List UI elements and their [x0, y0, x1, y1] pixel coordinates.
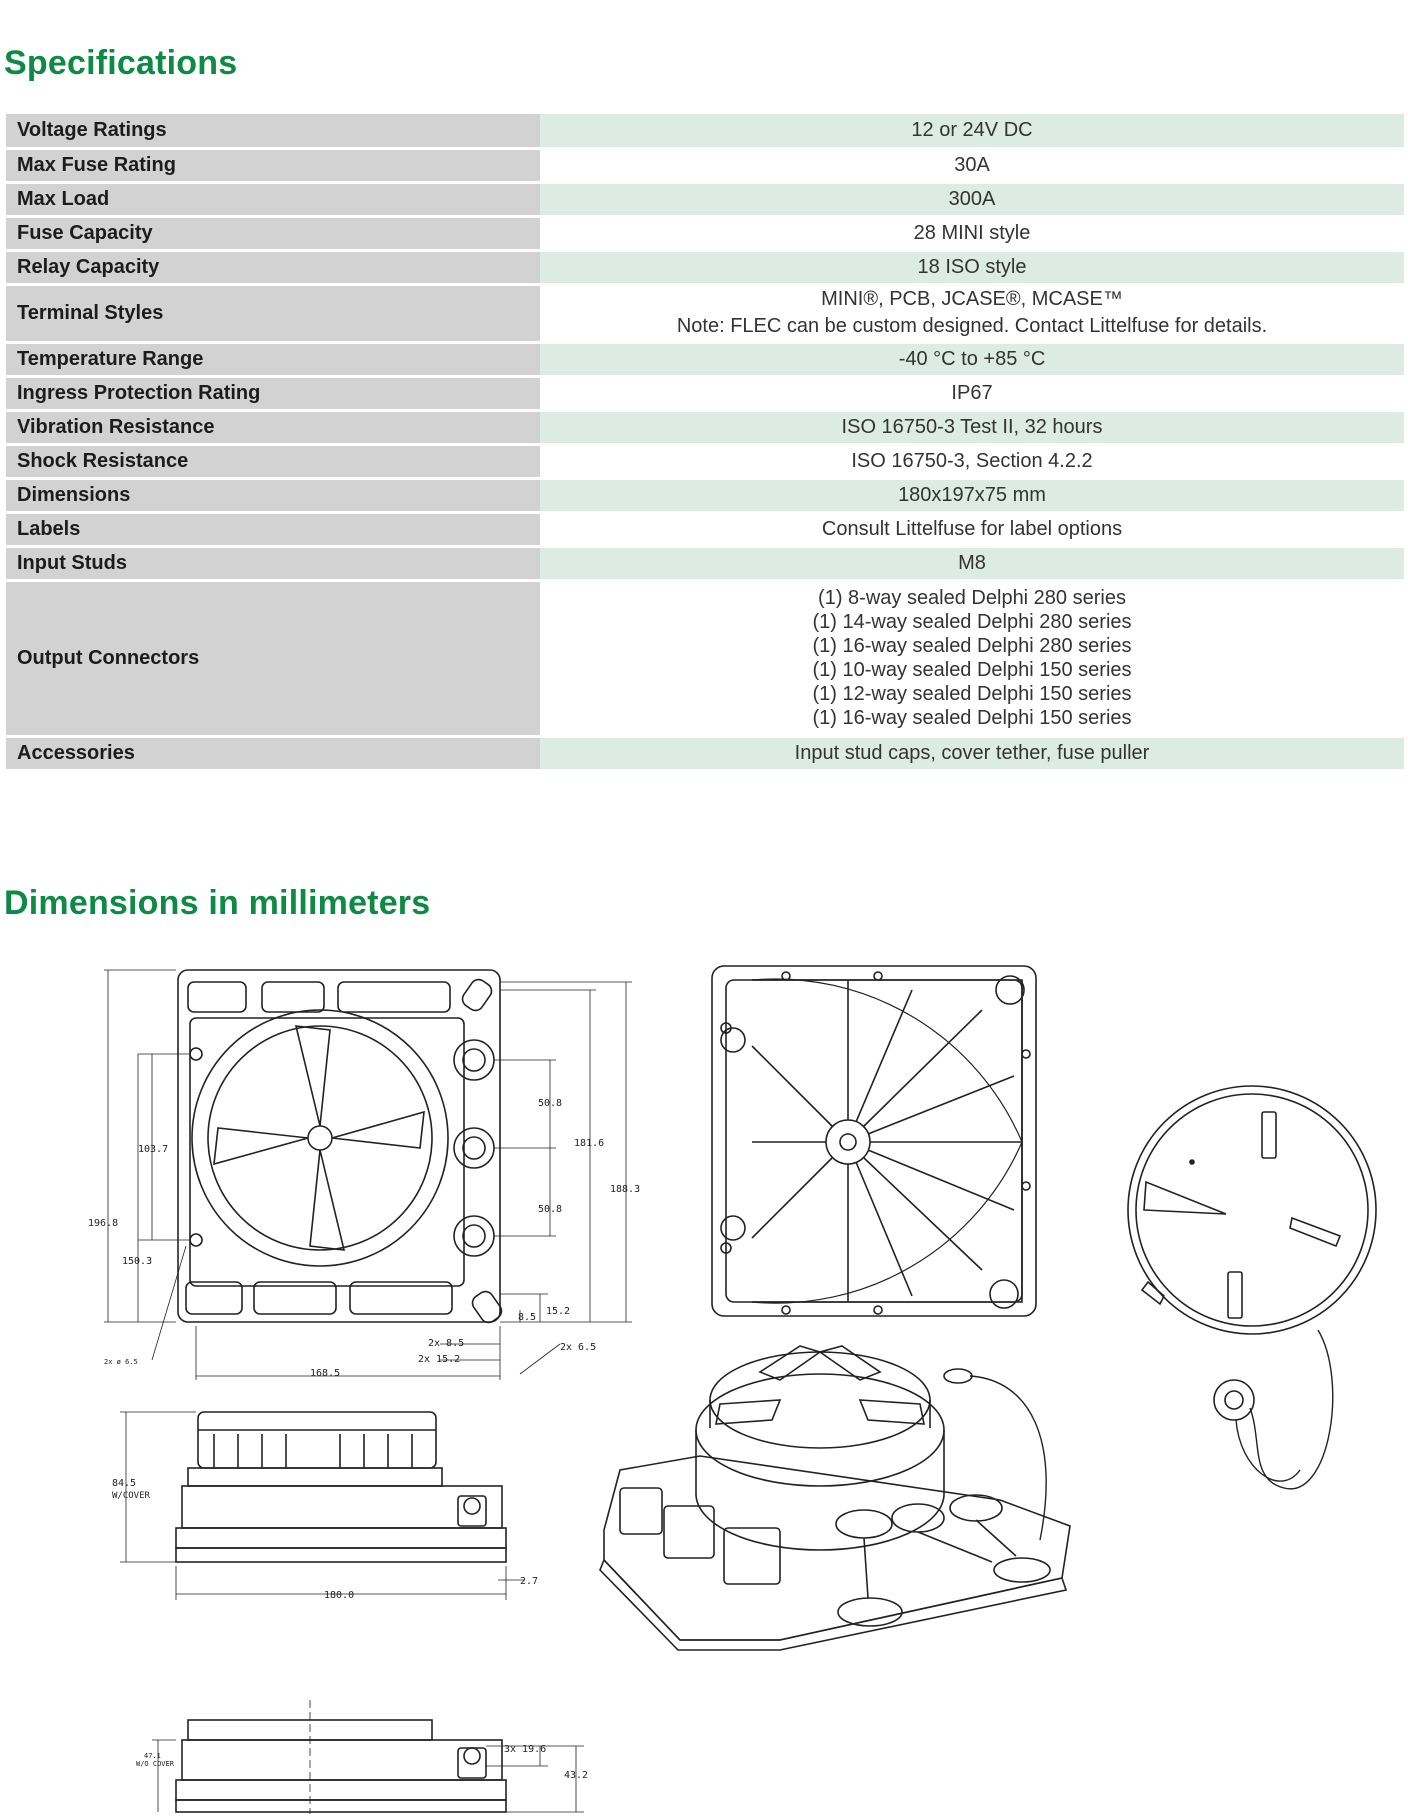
dim-47-1: 47.1 [144, 1752, 161, 1760]
dim-wo-cover: W/O COVER [136, 1760, 174, 1768]
dim-150-3: 150.3 [122, 1256, 153, 1267]
dim-196-8: 196.8 [88, 1218, 119, 1229]
dimensions-heading: Dimensions in millimeters [4, 884, 431, 922]
spec-value-line: (1) 8-way sealed Delphi 280 series [818, 587, 1126, 609]
spec-label: Dimensions [6, 478, 540, 512]
spec-value-line: 12 or 24V DC [911, 118, 1033, 141]
side-view-without-cover-drawing [152, 1700, 584, 1814]
dim-103-7: 103.7 [138, 1144, 169, 1155]
spec-label: Terminal Styles [6, 284, 540, 342]
spec-value-line: 30A [954, 153, 990, 176]
spec-value-line: -40 °C to +85 °C [898, 347, 1046, 370]
dim-w-cover: W/COVER [112, 1491, 150, 1501]
spec-value-line: Consult Littelfuse for label options [821, 517, 1123, 540]
spec-label: Input Studs [6, 546, 540, 580]
spec-value-line: M8 [958, 551, 986, 574]
dim-50-8-bottom: 50.8 [538, 1204, 563, 1215]
dim-2-7: 2.7 [520, 1576, 539, 1587]
spec-label: Labels [6, 512, 540, 546]
dim-188-3: 188.3 [610, 1184, 641, 1195]
specifications-heading: Specifications [4, 44, 238, 82]
spec-label: Max Load [6, 182, 540, 216]
dim-2x-6-5: 2x 6.5 [560, 1342, 597, 1353]
dim-3x-19-6: 3x 19.6 [504, 1744, 547, 1755]
spec-label: Accessories [6, 736, 540, 770]
spec-value-line: (1) 14-way sealed Delphi 280 series [812, 611, 1132, 633]
spec-label: Output Connectors [6, 580, 540, 736]
spec-value-line: (1) 10-way sealed Delphi 150 series [812, 659, 1132, 681]
spec-label: Ingress Protection Rating [6, 376, 540, 410]
top-view-drawing [104, 970, 632, 1380]
dim-2x-8-5: 2x 8.5 [428, 1338, 465, 1349]
isometric-view-drawing [600, 1346, 1070, 1650]
spec-label: Vibration Resistance [6, 410, 540, 444]
dim-2x-15-2: 2x 15.2 [418, 1354, 461, 1365]
dim-180-0: 180.0 [324, 1590, 355, 1601]
spec-label: Shock Resistance [6, 444, 540, 478]
spec-value-line: IP67 [951, 381, 993, 404]
spec-value-line: 28 MINI style [913, 221, 1031, 244]
spec-value-line: ISO 16750-3 Test II, 32 hours [841, 415, 1103, 438]
spec-value-line: Input stud caps, cover tether, fuse puller [794, 741, 1150, 764]
spec-value-line: MINI®, PCB, JCASE®, MCASE™ [821, 288, 1123, 310]
dim-50-8-top: 50.8 [538, 1098, 563, 1109]
spec-label: Relay Capacity [6, 250, 540, 284]
spec-label: Voltage Ratings [6, 114, 540, 148]
spec-label: Temperature Range [6, 342, 540, 376]
spec-value-line: ISO 16750-3, Section 4.2.2 [851, 449, 1093, 472]
spec-value-line: (1) 16-way sealed Delphi 280 series [812, 635, 1132, 657]
cover-top-view-drawing [712, 966, 1036, 1316]
stud-cap-drawing [1128, 1086, 1376, 1489]
spec-label: Max Fuse Rating [6, 148, 540, 182]
dim-8-5: 8.5 [518, 1312, 537, 1323]
spec-value-line: (1) 16-way sealed Delphi 150 series [812, 707, 1132, 729]
spec-value-line: Note: FLEC can be custom designed. Contact Littelfuse for details. [676, 315, 1268, 337]
dim-84-5: 84.5 [112, 1478, 137, 1489]
dim-43-2: 43.2 [564, 1770, 589, 1781]
dim-181-6: 181.6 [574, 1138, 605, 1149]
side-view-with-cover-drawing [120, 1412, 524, 1600]
spec-value-line: 18 ISO style [917, 255, 1027, 278]
dim-2x-dia-6-5: 2x ø 6.5 [104, 1358, 138, 1366]
spec-value-line: 180x197x75 mm [898, 483, 1046, 506]
spec-label: Fuse Capacity [6, 216, 540, 250]
spec-value-line: (1) 12-way sealed Delphi 150 series [812, 683, 1132, 705]
spec-value-line: 300A [948, 187, 996, 210]
dim-15-2: 15.2 [546, 1306, 571, 1317]
dim-168-5: 168.5 [310, 1368, 341, 1379]
